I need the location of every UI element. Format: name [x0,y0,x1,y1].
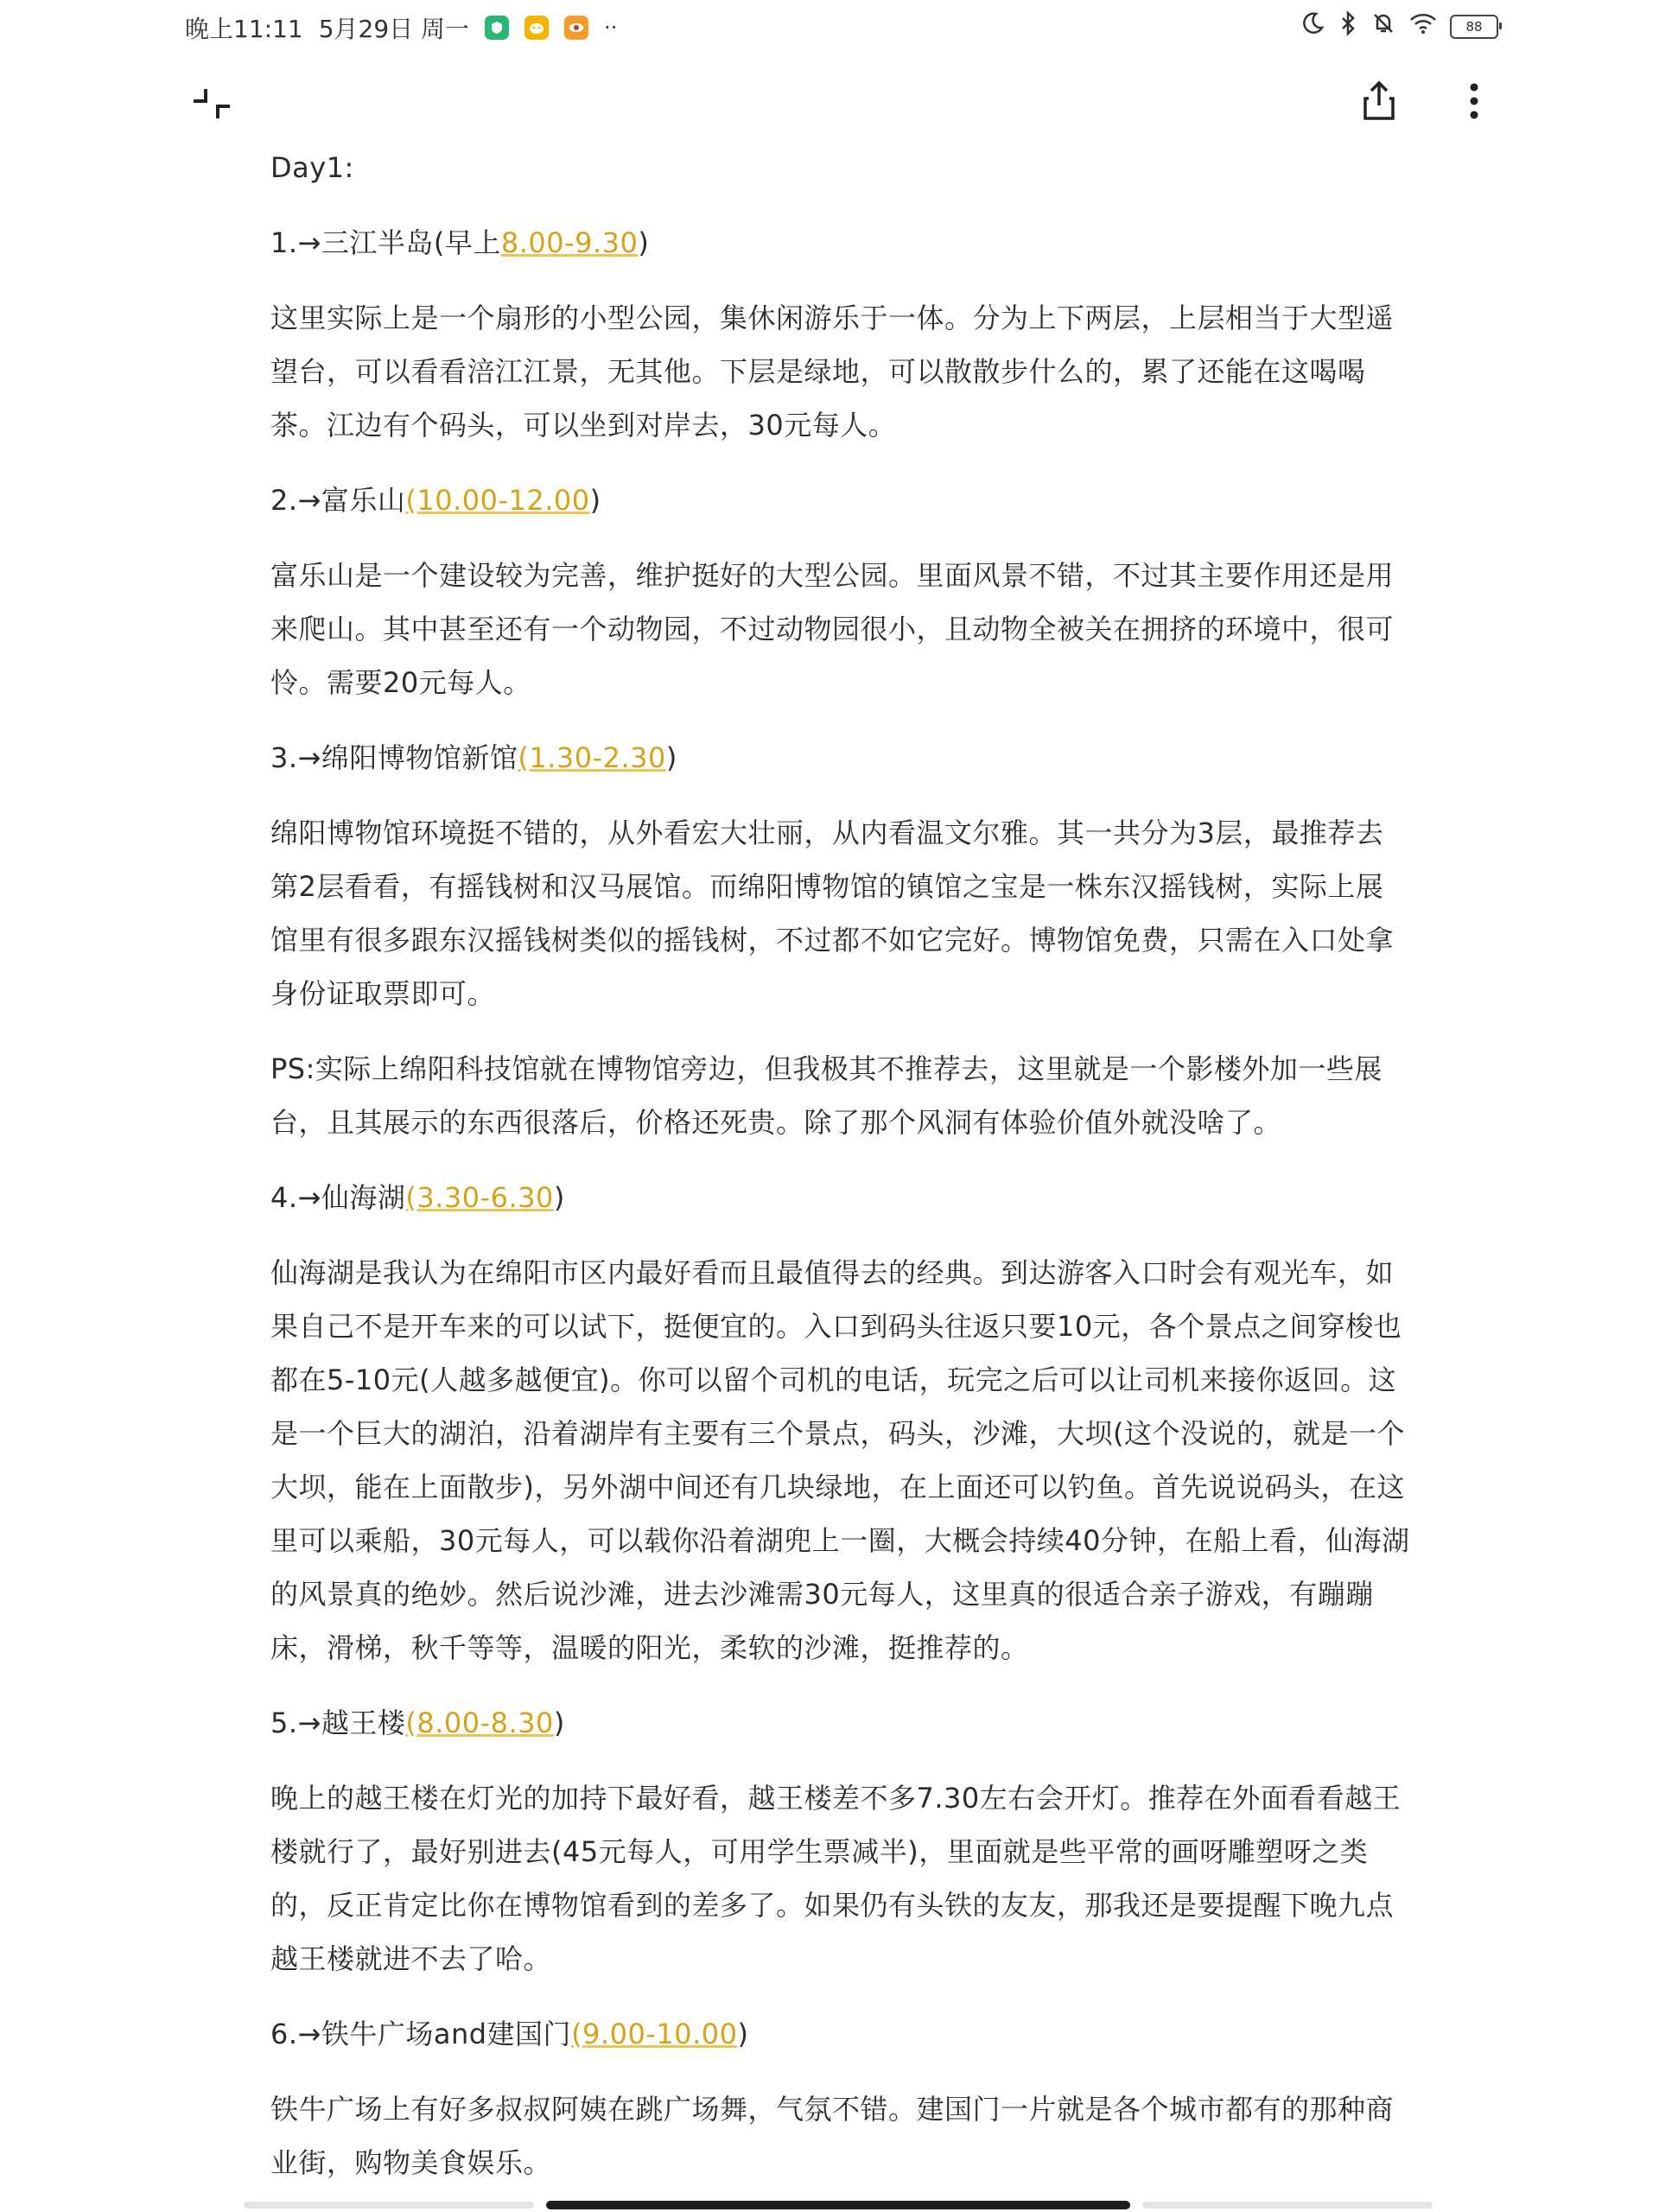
collapse-icon [190,82,233,125]
section-heading: 1.→三江半岛(早上8.00-9.30) [270,226,650,259]
battery-icon [1450,15,1498,39]
time-range-link[interactable]: (8.00-8.30 [405,1707,554,1739]
share-icon [1360,79,1398,123]
time-range-link[interactable]: (1.30-2.30 [518,741,666,774]
time-range-link[interactable]: (10.00-12.00 [405,484,590,517]
section-paragraph: PS:实际上绵阳科技馆就在博物馆旁边，但我极其不推荐去，这里就是一个影楼外加一些展台，且其展示的东西很落后，价格还死贵。除了那个风洞有体验价值外就没啥了。 [270,1052,1382,1139]
time-range-link[interactable]: (9.00-10.00 [571,2018,738,2050]
section-paragraph: 绵阳博物馆环境挺不错的，从外看宏大壮丽，从内看温文尔雅。其一共分为3层，最推荐去第2层看看，有摇钱树和汉马展馆。而绵阳博物馆的镇馆之宝是一株东汉摇钱树，实际上展馆里有很多跟东汉摇钱树类似的摇钱树，不过都不如它完好。博物馆免费，只需在入口处拿身份证取票即可。 [270,817,1395,1010]
toolbar [0,69,1659,138]
section-paragraph: 这里实际上是一个扇形的小型公园，集休闲游乐于一体。分为上下两层，上层相当于大型遥望台，可以看看涪江江景，无其他。下层是绿地，可以散散步什么的，累了还能在这喝喝茶。江边有个码头，可以坐到对岸去，30元每人。 [270,302,1395,442]
bluetooth-icon [1338,10,1358,42]
share-button[interactable] [1353,75,1405,127]
app-notification-icon [485,16,509,40]
more-vertical-icon [1469,82,1479,120]
moon-icon [1300,10,1325,42]
section-heading: 6.→铁牛广场and建国门(9.00-10.00) [270,2018,749,2050]
scroll-thumb[interactable] [546,2201,1130,2209]
section-paragraph: 晚上的越王楼在灯光的加持下最好看，越王楼差不多7.30左右会开灯。推荐在外面看看越王楼就行了，最好别进去(45元每人，可用学生票减半)，里面就是些平常的画呀雕塑呀之类的，反正肯定比你在博物馆看到的差多了。如果仍有头铁的友友，那我还是要提醒下晚九点越王楼就进不去了哈。 [270,1782,1402,1975]
section-paragraph: 仙海湖是我认为在绵阳市区内最好看而且最值得去的经典。到达游客入口时会有观光车，如果自己不是开车来的可以试下，挺便宜的。入口到码头往返只要10元，各个景点之间穿梭也都在5-10元(人越多越便宜)。你可以留个司机的电话，玩完之后可以让司机来接你返回。这是一个巨大的湖泊，沿着湖岸有主要有三个景点，码头，沙滩，大坝(这个没说的，就是一个大坝，能在上面散步)，另外湖中间还有几块绿地，在上面还可以钓鱼。首先说说码头，在这里可以乘船，30元每人，可以载你沿着湖兜上一圈，大概会持续40分钟，在船上看，仙海湖的风景真的绝妙。然后说沙滩，进去沙滩需30元每人，这里真的很适合亲子游戏，有蹦蹦床，滑梯，秋千等等，温暖的阳光，柔软的沙滩，挺推荐的。 [270,1256,1410,1664]
status-time: 晚上11:11 [185,15,303,43]
section-paragraph: 铁牛广场上有好多叔叔阿姨在跳广场舞，气氛不错。建国门一片就是各个城市都有的那种商业街，购物美食娱乐。 [270,2093,1395,2179]
app-notification-icon [564,16,588,40]
app-notification-icon [524,16,549,40]
more-notifications-indicator: ·· [604,16,618,40]
section-heading: 4.→仙海湖(3.30-6.30) [270,1181,565,1214]
status-bar [0,0,1659,54]
scroll-track-right [1142,2202,1433,2209]
mute-bell-icon [1370,10,1396,42]
article-body [270,141,1411,2211]
section-heading: 5.→越王楼(8.00-8.30) [270,1707,565,1739]
status-date: 5月29日 周一 [318,15,470,43]
collapse-button[interactable] [186,78,238,130]
section-heading: 2.→富乐山(10.00-12.00) [270,484,601,517]
wifi-icon [1408,10,1438,42]
battery-level: 88 [1465,18,1483,35]
day-title: Day1: [270,151,354,184]
more-options-button[interactable] [1448,75,1500,127]
time-range-link[interactable]: 8.00-9.30 [500,226,639,259]
time-range-link[interactable]: (3.30-6.30 [405,1181,554,1214]
scroll-track-left [244,2202,534,2209]
section-paragraph: 富乐山是一个建设较为完善，维护挺好的大型公园。里面风景不错，不过其主要作用还是用来爬山。其中甚至还有一个动物园，不过动物园很小，且动物全被关在拥挤的环境中，很可怜。需要20元每人。 [270,559,1395,699]
section-heading: 3.→绵阳博物馆新馆(1.30-2.30) [270,741,677,774]
